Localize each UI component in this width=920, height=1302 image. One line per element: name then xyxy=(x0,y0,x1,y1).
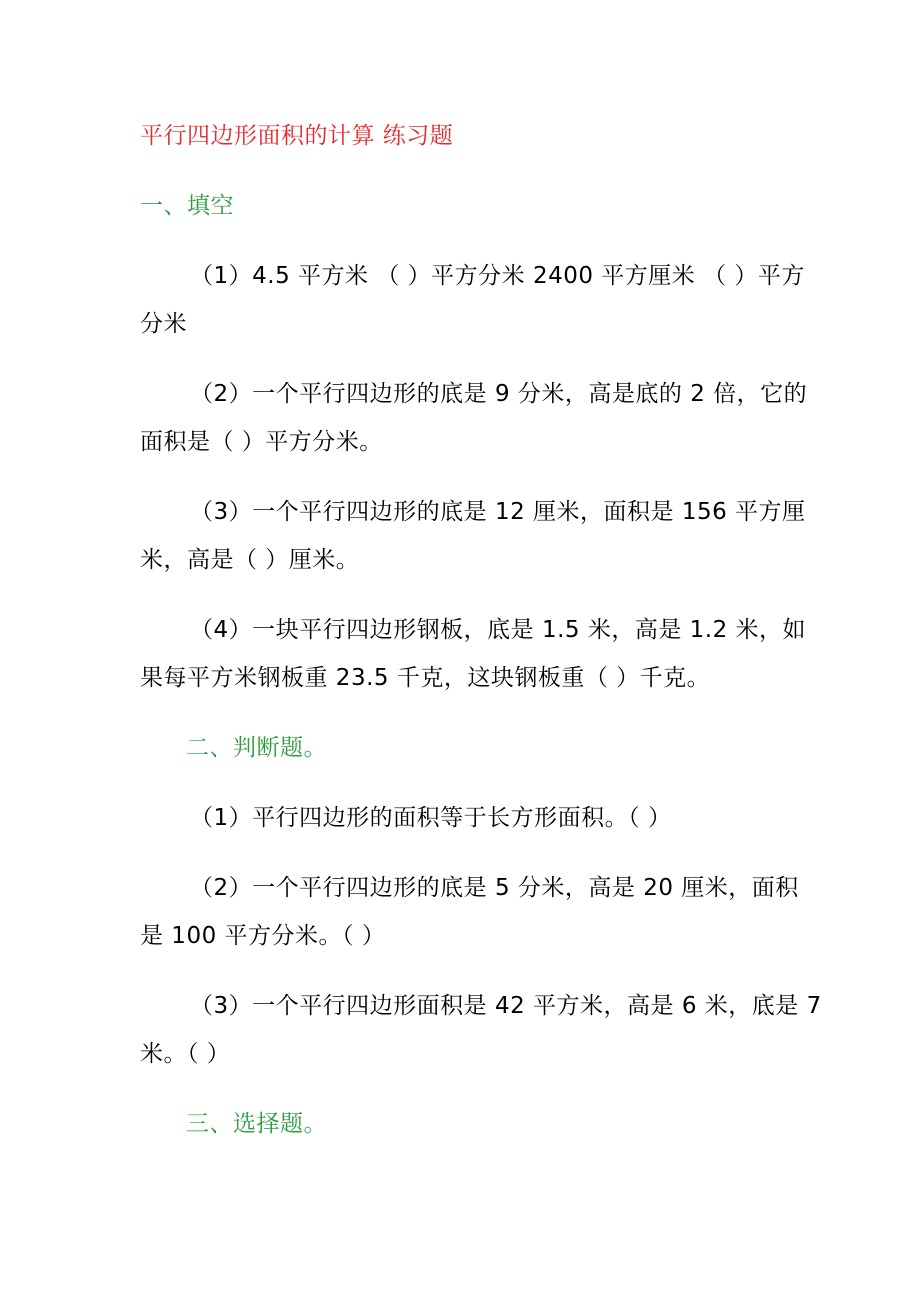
fill-item-3-line-2: 米，高是（ ）厘米。 xyxy=(140,547,360,573)
judge-item-1-line-1: （1）平行四边形的面积等于长方形面积。（ ） xyxy=(190,805,672,831)
judge-item-3-line-2: 米。（ ） xyxy=(140,1041,231,1067)
judge-item-3-line-1: （3）一个平行四边形面积是 42 平方米，高是 6 米，底是 7 xyxy=(190,993,822,1019)
section-heading-choice: 三、选择题。 xyxy=(186,1111,327,1137)
section-heading-fill: 一、填空 xyxy=(140,193,234,219)
fill-item-3-line-1: （3）一个平行四边形的底是 12 厘米，面积是 156 平方厘 xyxy=(190,499,806,525)
fill-item-2-line-2: 面积是（ ）平方分米。 xyxy=(140,429,383,455)
fill-item-1-line-2: 分米 xyxy=(140,311,187,337)
section-heading-judge: 二、判断题。 xyxy=(186,735,327,761)
page-title: 平行四边形面积的计算 练习题 xyxy=(140,123,454,149)
judge-item-2-line-2: 是 100 平方分米。（ ） xyxy=(140,923,386,949)
fill-item-1-line-1: （1）4.5 平方米 （ ）平方分米 2400 平方厘米 （ ）平方 xyxy=(190,263,805,289)
fill-item-4-line-2: 果每平方米钢板重 23.5 千克，这块钢板重（ ）千克。 xyxy=(140,665,711,691)
fill-item-4-line-1: （4）一块平行四边形钢板，底是 1.5 米，高是 1.2 米，如 xyxy=(190,617,807,643)
fill-item-2-line-1: （2）一个平行四边形的底是 9 分米，高是底的 2 倍，它的 xyxy=(190,381,808,407)
judge-item-2-line-1: （2）一个平行四边形的底是 5 分米，高是 20 厘米，面积 xyxy=(190,875,799,901)
